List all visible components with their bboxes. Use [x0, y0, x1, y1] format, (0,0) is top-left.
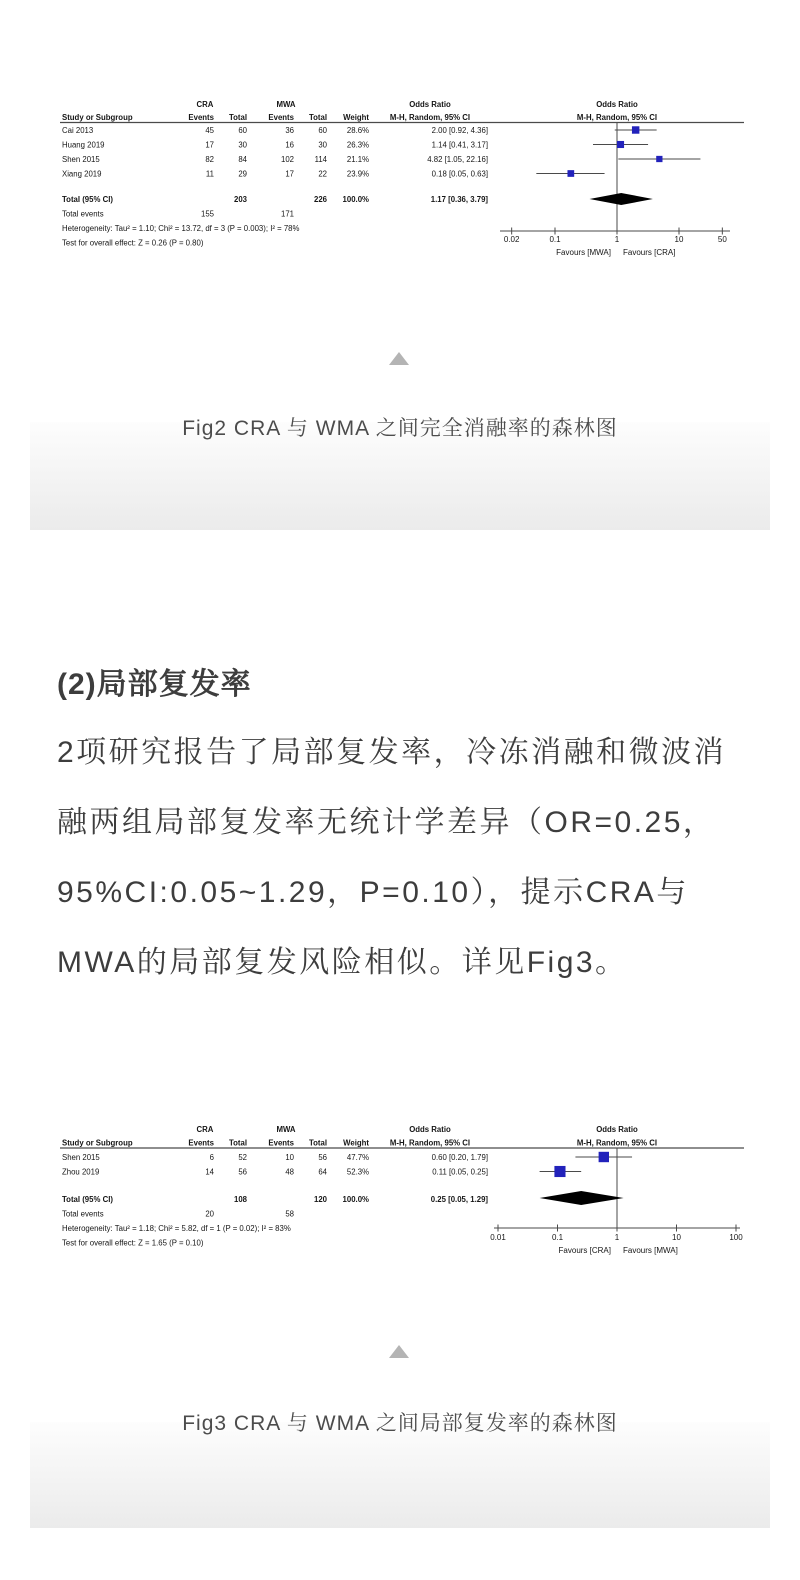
- forest-text: Total: [228, 113, 247, 122]
- study-name: Xiang 2019: [62, 169, 102, 179]
- or-ci-text: 0.11 [0.05, 0.25]: [432, 1167, 488, 1177]
- favours-left-label: Favours [MWA]: [556, 248, 611, 257]
- forest-plot-fig2: [58, 93, 750, 265]
- forest-text: Total: [308, 1138, 327, 1148]
- forest-text: 20: [205, 1209, 214, 1219]
- figure2-caption: Fig2 CRA 与 WMA 之间完全消融率的森林图: [182, 417, 618, 440]
- axis-tick-label: 0.01: [490, 1233, 506, 1242]
- effect-square: [617, 141, 624, 148]
- forest-text: Total: [228, 1138, 247, 1148]
- study-col-header: Study or Subgroup: [62, 113, 133, 122]
- up-triangle-icon: [389, 1345, 409, 1358]
- forest-text: 114: [314, 155, 327, 164]
- forest-text: 45: [205, 126, 214, 135]
- forest-text: 58: [285, 1209, 294, 1219]
- favours-left-label: Favours [CRA]: [558, 1246, 611, 1255]
- forest-text: 36: [285, 126, 294, 135]
- overall-effect-text: Test for overall effect: Z = 1.65 (P = 0.10): [62, 1238, 204, 1248]
- forest-plot-area: [490, 1125, 743, 1255]
- favours-right-label: Favours [CRA]: [623, 248, 676, 257]
- section-heading: (2)局部复发率: [57, 668, 252, 701]
- forest-text: Events: [188, 1138, 214, 1148]
- forest-text: 17: [205, 140, 214, 150]
- forest-text: 155: [200, 209, 214, 219]
- forest-text: 17: [285, 169, 294, 179]
- group2-header: MWA: [276, 100, 296, 109]
- forest-text: 10: [285, 1153, 294, 1162]
- forest-text: 60: [318, 126, 327, 135]
- forest-plot-area: [500, 100, 730, 257]
- forest-text: 16: [285, 140, 294, 150]
- forest-text: Events: [188, 113, 214, 122]
- heterogeneity-text: Heterogeneity: Tau² = 1.10; Chi² = 13.72, df = 3 (P = 0.003); I² = 78%: [62, 224, 300, 233]
- total-or-text: 1.17 [0.36, 3.79]: [430, 195, 488, 204]
- axis-tick-label: 10: [672, 1233, 681, 1242]
- forest-text: 6: [209, 1153, 214, 1162]
- effect-square: [656, 156, 662, 162]
- or-col-header: Odds Ratio: [409, 1125, 451, 1134]
- forest-text: 56: [318, 1153, 327, 1162]
- forest-text: 52.3%: [346, 1167, 369, 1177]
- forest-text: 48: [285, 1167, 294, 1177]
- forest-text: 82: [205, 155, 214, 164]
- forest-text: 14: [205, 1167, 214, 1177]
- total-label: Total (95% CI): [62, 1195, 113, 1204]
- forest-text: 102: [280, 155, 294, 164]
- forest-text: 84: [238, 155, 247, 164]
- forest-text: 120: [313, 1195, 327, 1204]
- group1-header: CRA: [196, 100, 214, 109]
- or-plot-header: Odds Ratio: [596, 1125, 638, 1134]
- axis-tick-label: 0.1: [551, 1233, 564, 1242]
- or-ci-text: 2.00 [0.92, 4.36]: [431, 126, 488, 135]
- forest-text: 171: [280, 209, 294, 219]
- forest-text: 47.7%: [346, 1153, 369, 1162]
- or-ci-text: 0.60 [0.20, 1.79]: [431, 1153, 488, 1162]
- axis-tick-label: 10: [674, 235, 684, 244]
- forest-text: 100.0%: [342, 195, 369, 204]
- body-text-line: MWA的局部复发风险相似。详见Fig3。: [57, 946, 628, 979]
- forest-text: M-H, Random, 95% CI: [576, 113, 658, 122]
- body-text-line: 融两组局部复发率无统计学差异（OR=0.25，: [57, 806, 716, 839]
- forest-text: 203: [233, 195, 247, 204]
- forest-plot-fig3: [58, 1108, 750, 1260]
- group2-header: MWA: [276, 1125, 296, 1134]
- total-events-label: Total events: [62, 1209, 104, 1219]
- effect-square: [567, 170, 574, 177]
- study-name: Shen 2015: [62, 1153, 100, 1162]
- axis-tick-label: 50: [717, 235, 727, 244]
- effect-square: [599, 1152, 609, 1162]
- body-text-line: 95%CI:0.05~1.29，P=0.10），提示CRA与: [57, 876, 689, 909]
- study-name: Shen 2015: [62, 155, 100, 164]
- forest-text: 30: [238, 140, 247, 150]
- study-name: Huang 2019: [62, 140, 105, 150]
- forest-text: M-H, Random, 95% CI: [576, 1138, 658, 1148]
- body-text-line: 2项研究报告了局部复发率，冷冻消融和微波消: [57, 736, 727, 769]
- study-name: Cai 2013: [62, 126, 94, 135]
- heterogeneity-text: Heterogeneity: Tau² = 1.18; Chi² = 5.82, df = 1 (P = 0.02); I² = 83%: [62, 1224, 291, 1233]
- forest-text: 28.6%: [346, 126, 369, 135]
- pooled-diamond: [540, 1191, 624, 1205]
- study-col-header: Study or Subgroup: [62, 1138, 133, 1148]
- study-name: Zhou 2019: [62, 1167, 100, 1177]
- axis-tick-label: 1: [614, 235, 620, 244]
- or-col-header: Odds Ratio: [409, 100, 451, 109]
- forest-text: 52: [238, 1153, 247, 1162]
- or-ci-text: 4.82 [1.05, 22.16]: [427, 155, 488, 164]
- axis-tick-label: 0.02: [503, 235, 520, 244]
- forest-text: 23.9%: [346, 169, 369, 179]
- total-label: Total (95% CI): [62, 195, 113, 204]
- or-plot-header: Odds Ratio: [596, 100, 638, 109]
- forest-text: 29: [238, 169, 247, 179]
- forest-text: 226: [313, 195, 327, 204]
- forest-text: M-H, Random, 95% CI: [389, 113, 471, 122]
- total-or-text: 0.25 [0.05, 1.29]: [430, 1195, 488, 1204]
- axis-tick-label: 1: [614, 1233, 620, 1242]
- or-ci-text: 1.14 [0.41, 3.17]: [431, 140, 488, 150]
- pooled-diamond: [589, 193, 652, 205]
- group1-header: CRA: [196, 1125, 214, 1134]
- forest-text: 26.3%: [346, 140, 369, 150]
- figure3-caption: Fig3 CRA 与 WMA 之间局部复发率的森林图: [182, 1412, 618, 1435]
- forest-text: M-H, Random, 95% CI: [389, 1138, 471, 1148]
- forest-text: 21.1%: [346, 155, 369, 164]
- axis-tick-label: 100: [729, 1233, 743, 1242]
- total-events-label: Total events: [62, 209, 104, 219]
- overall-effect-text: Test for overall effect: Z = 0.26 (P = 0.80): [62, 238, 204, 248]
- section-divider: [30, 1422, 770, 1528]
- forest-text: 11: [205, 169, 214, 179]
- forest-text: Events: [268, 113, 294, 122]
- or-ci-text: 0.18 [0.05, 0.63]: [431, 169, 488, 179]
- forest-text: Events: [268, 1138, 294, 1148]
- forest-text: 60: [238, 126, 247, 135]
- forest-text: 30: [318, 140, 327, 150]
- forest-text: 56: [238, 1167, 247, 1177]
- favours-right-label: Favours [MWA]: [623, 1246, 678, 1255]
- forest-text: 108: [233, 1195, 247, 1204]
- effect-square: [632, 126, 639, 133]
- forest-text: 64: [318, 1167, 327, 1177]
- up-triangle-icon: [389, 352, 409, 365]
- effect-square: [554, 1166, 565, 1177]
- axis-tick-label: 0.1: [549, 235, 561, 244]
- forest-text: Total: [308, 113, 327, 122]
- forest-text: Weight: [343, 113, 369, 122]
- forest-text: 100.0%: [342, 1195, 369, 1204]
- forest-text: 22: [318, 169, 327, 179]
- forest-table: [62, 1125, 488, 1248]
- forest-text: Weight: [343, 1138, 369, 1148]
